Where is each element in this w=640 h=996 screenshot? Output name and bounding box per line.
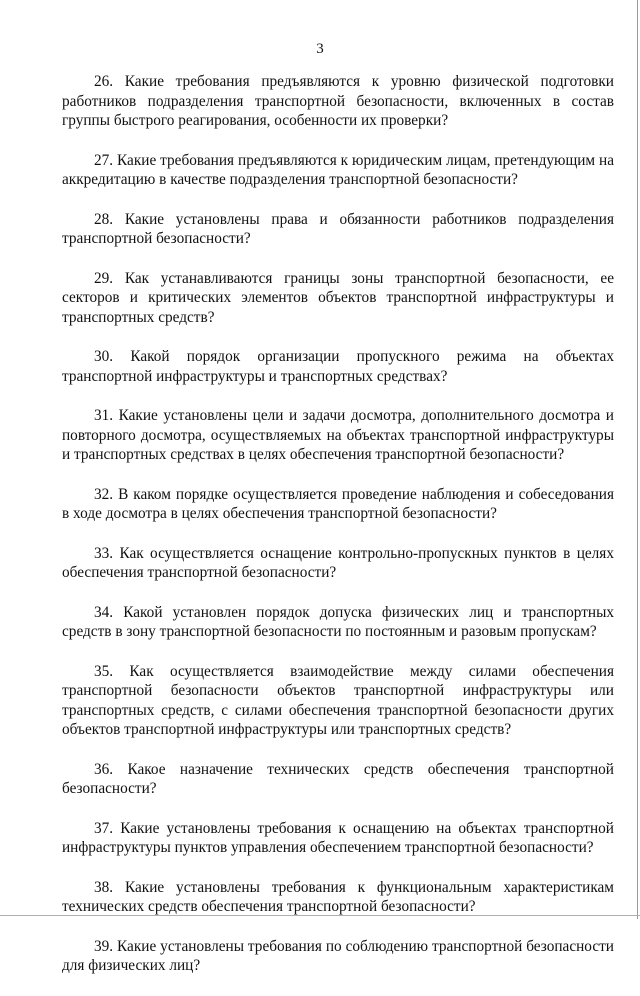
question-item: 35. Как осуществляется взаимодействие между силами обеспечения транспортной безопасности объектов транспортной инфраструктуры или транспортных средств, с силами обеспечения транспортной безопасности других объектов транспортной инфраструктуры или транспортных средств? <box>62 662 614 738</box>
question-item: 32. В каком порядке осуществляется проведение наблюдения и собеседования в ходе досмотра в целях обеспечения транспортной безопасности? <box>62 485 614 522</box>
question-item: 27. Какие требования предъявляются к юридическим лицам, претендующим на аккредитацию в качестве подразделения транспортной безопасности? <box>62 151 614 188</box>
page-edge-bottom <box>0 915 640 916</box>
question-list <box>62 72 614 996</box>
page-number: 3 <box>316 41 324 57</box>
question-item: 39. Какие установлены требования по соблюдению транспортной безопасности для физических лиц? <box>62 937 614 974</box>
page-edge-right <box>637 0 638 919</box>
question-item: 36. Какое назначение технических средств обеспечения транспортной безопасности? <box>62 760 614 797</box>
question-item: 30. Какой порядок организации пропускного режима на объектах транспортной инфраструктуры и транспортных средствах? <box>62 348 614 385</box>
question-item: 33. Как осуществляется оснащение контрольно-пропускных пунктов в целях обеспечения транспортной безопасности? <box>62 544 614 581</box>
question-item: 31. Какие установлены цели и задачи досмотра, дополнительного досмотра и повторного досмотра, осуществляемых на объектах транспортной инфраструктуры и транспортных средствах в целях обеспечения транспортной безопасности? <box>62 407 614 463</box>
question-item: 26. Какие требования предъявляются к уровню физической подготовки работников подразделения транспортной безопасности, включенных в состав группы быстрого реагирования, особенности их проверки? <box>62 73 614 129</box>
question-item: 37. Какие установлены требования к оснащению на объектах транспортной инфраструктуры пунктов управления обеспечением транспортной безопасности? <box>62 819 614 856</box>
question-item: 34. Какой установлен порядок допуска физических лиц и транспортных средств в зону транспортной безопасности по постоянным и разовым пропускам? <box>62 603 614 640</box>
question-item: 29. Как устанавливаются границы зоны транспортной безопасности, ее секторов и критических элементов объектов транспортной инфраструктуры и транспортных средств? <box>62 269 614 326</box>
question-item: 38. Какие установлены требования к функциональным характеристикам технических средств обеспечения транспортной безопасности? <box>62 878 614 915</box>
question-item: 28. Какие установлены права и обязанности работников подразделения транспортной безопасности? <box>62 210 614 247</box>
